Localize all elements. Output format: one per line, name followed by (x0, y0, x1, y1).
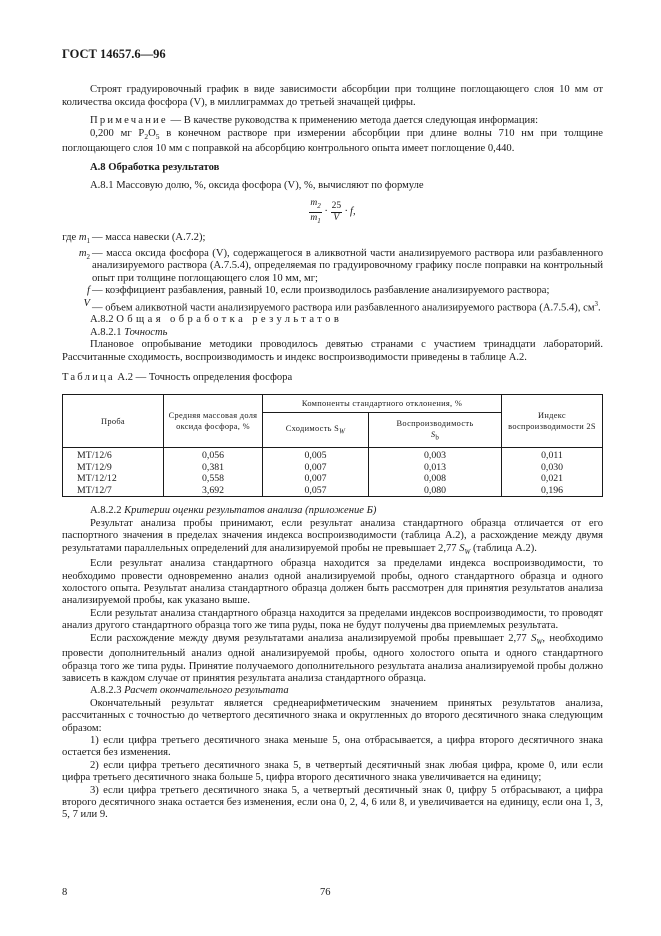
heading-a823: А.8.2.3 Расчет окончательного результата (90, 685, 289, 697)
def-m1: где $m_1$ — масса навески (А.7.2); (62, 232, 206, 246)
note-label: Примечание (90, 115, 168, 127)
col-header-index: Индекс воспроизводимости 2S (502, 395, 603, 448)
document-header: ГОСТ 14657.6—96 (62, 47, 166, 61)
rounding-rule-2: 2) если цифра третьего десятичного знака 5, в четвертый десятичный знак любая цифра, кроме 0, или если цифра третьего десятичного знака больше 5, цифра второго десятичного знака увеличивается на единицу; (62, 759, 603, 784)
col-header-sample: Проба (63, 395, 164, 448)
table-row: MT/12/9 0,381 0,007 0,013 0,030 (63, 462, 603, 474)
rounding-rule-1: 1) если цифра третьего десятичного знака меньше 5, она отбрасывается, а цифра второго десятичного знака остается без изменения. (62, 735, 603, 759)
paragraph-a822-2: Если результат анализа стандартного образца находится за пределами индекса воспроизводимости, то необходимо провести одновременно анализ одной анализируемой пробы, одного стандартного образца и одного холостого опыта. Результат анализа стандартного образца должен быть рассмотрен для принятия результатов анализа анализируемой пробы, как указано выше. (62, 558, 603, 607)
formula-fraction-k: $\frac{25}{V}$ (331, 201, 342, 224)
paragraph-a81: А.8.1 Массовую долю, %, оксида фосфора (V), %, вычисляют по формуле (90, 179, 424, 191)
note-text: — В качестве руководства к применению метода дается следующая информация: (167, 115, 539, 127)
page-number-left: 8 (62, 887, 68, 898)
heading-a822: А.8.2.2 Критерии оценки результатов анализа (приложение Б) (90, 505, 377, 517)
table-row: MT/12/7 3,692 0,057 0,080 0,196 (63, 485, 603, 497)
variable-definitions (62, 232, 603, 314)
heading-a821: А.8.2.1 Точность (90, 326, 168, 338)
formula-tail: · f, (344, 206, 356, 218)
precision-table (62, 394, 603, 497)
col-header-mass: Средняя массовая доля оксида фосфора, % (164, 395, 263, 448)
table-row: MT/12/12 0,558 0,007 0,008 0,021 (63, 473, 603, 485)
table-row: MT/12/6 0,056 0,005 0,003 0,011 (63, 448, 603, 462)
document-page (62, 40, 603, 822)
paragraph-a822-1: Результат анализа пробы принимают, если результат анализа стандартного образца отличается от его паспортного значения в пределах значения индекса воспроизводимости (таблица А.2), а расхождение между двумя результатами параллельных определений для анализируемой пробы не превышает 2,77 $S_W$ (таблица А.2). (62, 517, 603, 556)
note-line (62, 115, 603, 127)
formula-fraction-m: $\frac{m_2}{m_1}$ (310, 198, 321, 226)
def-v: V — объем аликвотной части анализируемого раствора или разбавленного анализируемого раствора (А.7.5.4), $см^3$. (83, 297, 601, 314)
formula: $\frac{m_2}{m_1}$ · $\frac{25}{V}$ · f, (310, 198, 356, 226)
paragraph-a822-3: Если результат анализа стандартного образца находится за пределами индексов воспроизводимости, то проводят анализ другого стандартного образца того же типа руды, пока не будут получены два приемлемых результата. (62, 607, 603, 632)
def-m2: $m_2$ — масса оксида фосфора (V), содержащегося в аликвотной части анализируемого раствора или разбавленного анализируемого раствора (А.7.5.4), определяемая по градуировочному графику после поправки на контрольный опыт при толщине поглощающего слоя 10 мм, мг; (78, 247, 603, 284)
table-caption: Таблица А.2 — Точность определения фосфора (62, 372, 293, 384)
paragraph-a821: Плановое опробывание методики проводилось девятью странами с участием тринадцати лабораторий. Рассчитанные сходимость, воспроизводимость и индекс воспроизводимости приведены в таблице А.2. (62, 339, 603, 363)
paragraph-a823: Окончательный результат является среднеарифметическим значением принятых результатов анализа, рассчитанных с точностью до четвертого десятичного знака и округленных до второго десятичного знака следующим образом: (62, 697, 603, 734)
note-detail: 0,200 мг $P_2O_5$ в конечном растворе при измерении абсорбции при длине волны 710 нм при толщине поглощающего слоя 10 мм с поправкой на абсорбцию контрольного опыта имеет поглощение 0,440. (62, 127, 603, 155)
col-header-convergence: Сходимость $S_W$ (263, 413, 369, 448)
col-header-reproducibility: Воспроизводимость $S_b$ (369, 413, 502, 448)
paragraph-a822-4: Если расхождение между двумя результатами анализа анализируемой пробы превышает 2,77 $S_W$, необходимо провести дополнительный анализ одной анализируемой пробы, одного холостого опыта и одного стандартного образца того же типа руды. Принятие получаемого дополнительного результата анализа анализируемой пробы должно зависеть в каждом случае от принятия результата анализа стандартного образца. (62, 632, 603, 684)
def-f: f — коэффициент разбавления, равный 10, если производилось разбавление анализируемого раствора; (87, 285, 550, 297)
rounding-rule-3: 3) если цифра третьего десятичного знака 5, а четвертый десятичный знак 0, цифру 5 отбрасывают, а цифра второго десятичного знака остается без изменения, если она 0, 2, 4, 6 или 8, и увеличивается на единицу, если она 1, 3, 5, 7 или 9. (62, 784, 603, 821)
page-number-center: 76 (320, 887, 331, 898)
paragraph-calibration: Строят градуировочный график в виде зависимости абсорбции при толщине поглощающего слоя 10 мм от количества оксида фосфора (V), в миллиграммах до третьей значащей цифры. (62, 84, 603, 108)
section-a8-heading: А.8 Обработка результатов (90, 161, 220, 173)
heading-a82: А.8.2 Общая обработка результатов (90, 314, 343, 326)
col-header-components: Компоненты стандартного отклонения, % (263, 395, 502, 413)
